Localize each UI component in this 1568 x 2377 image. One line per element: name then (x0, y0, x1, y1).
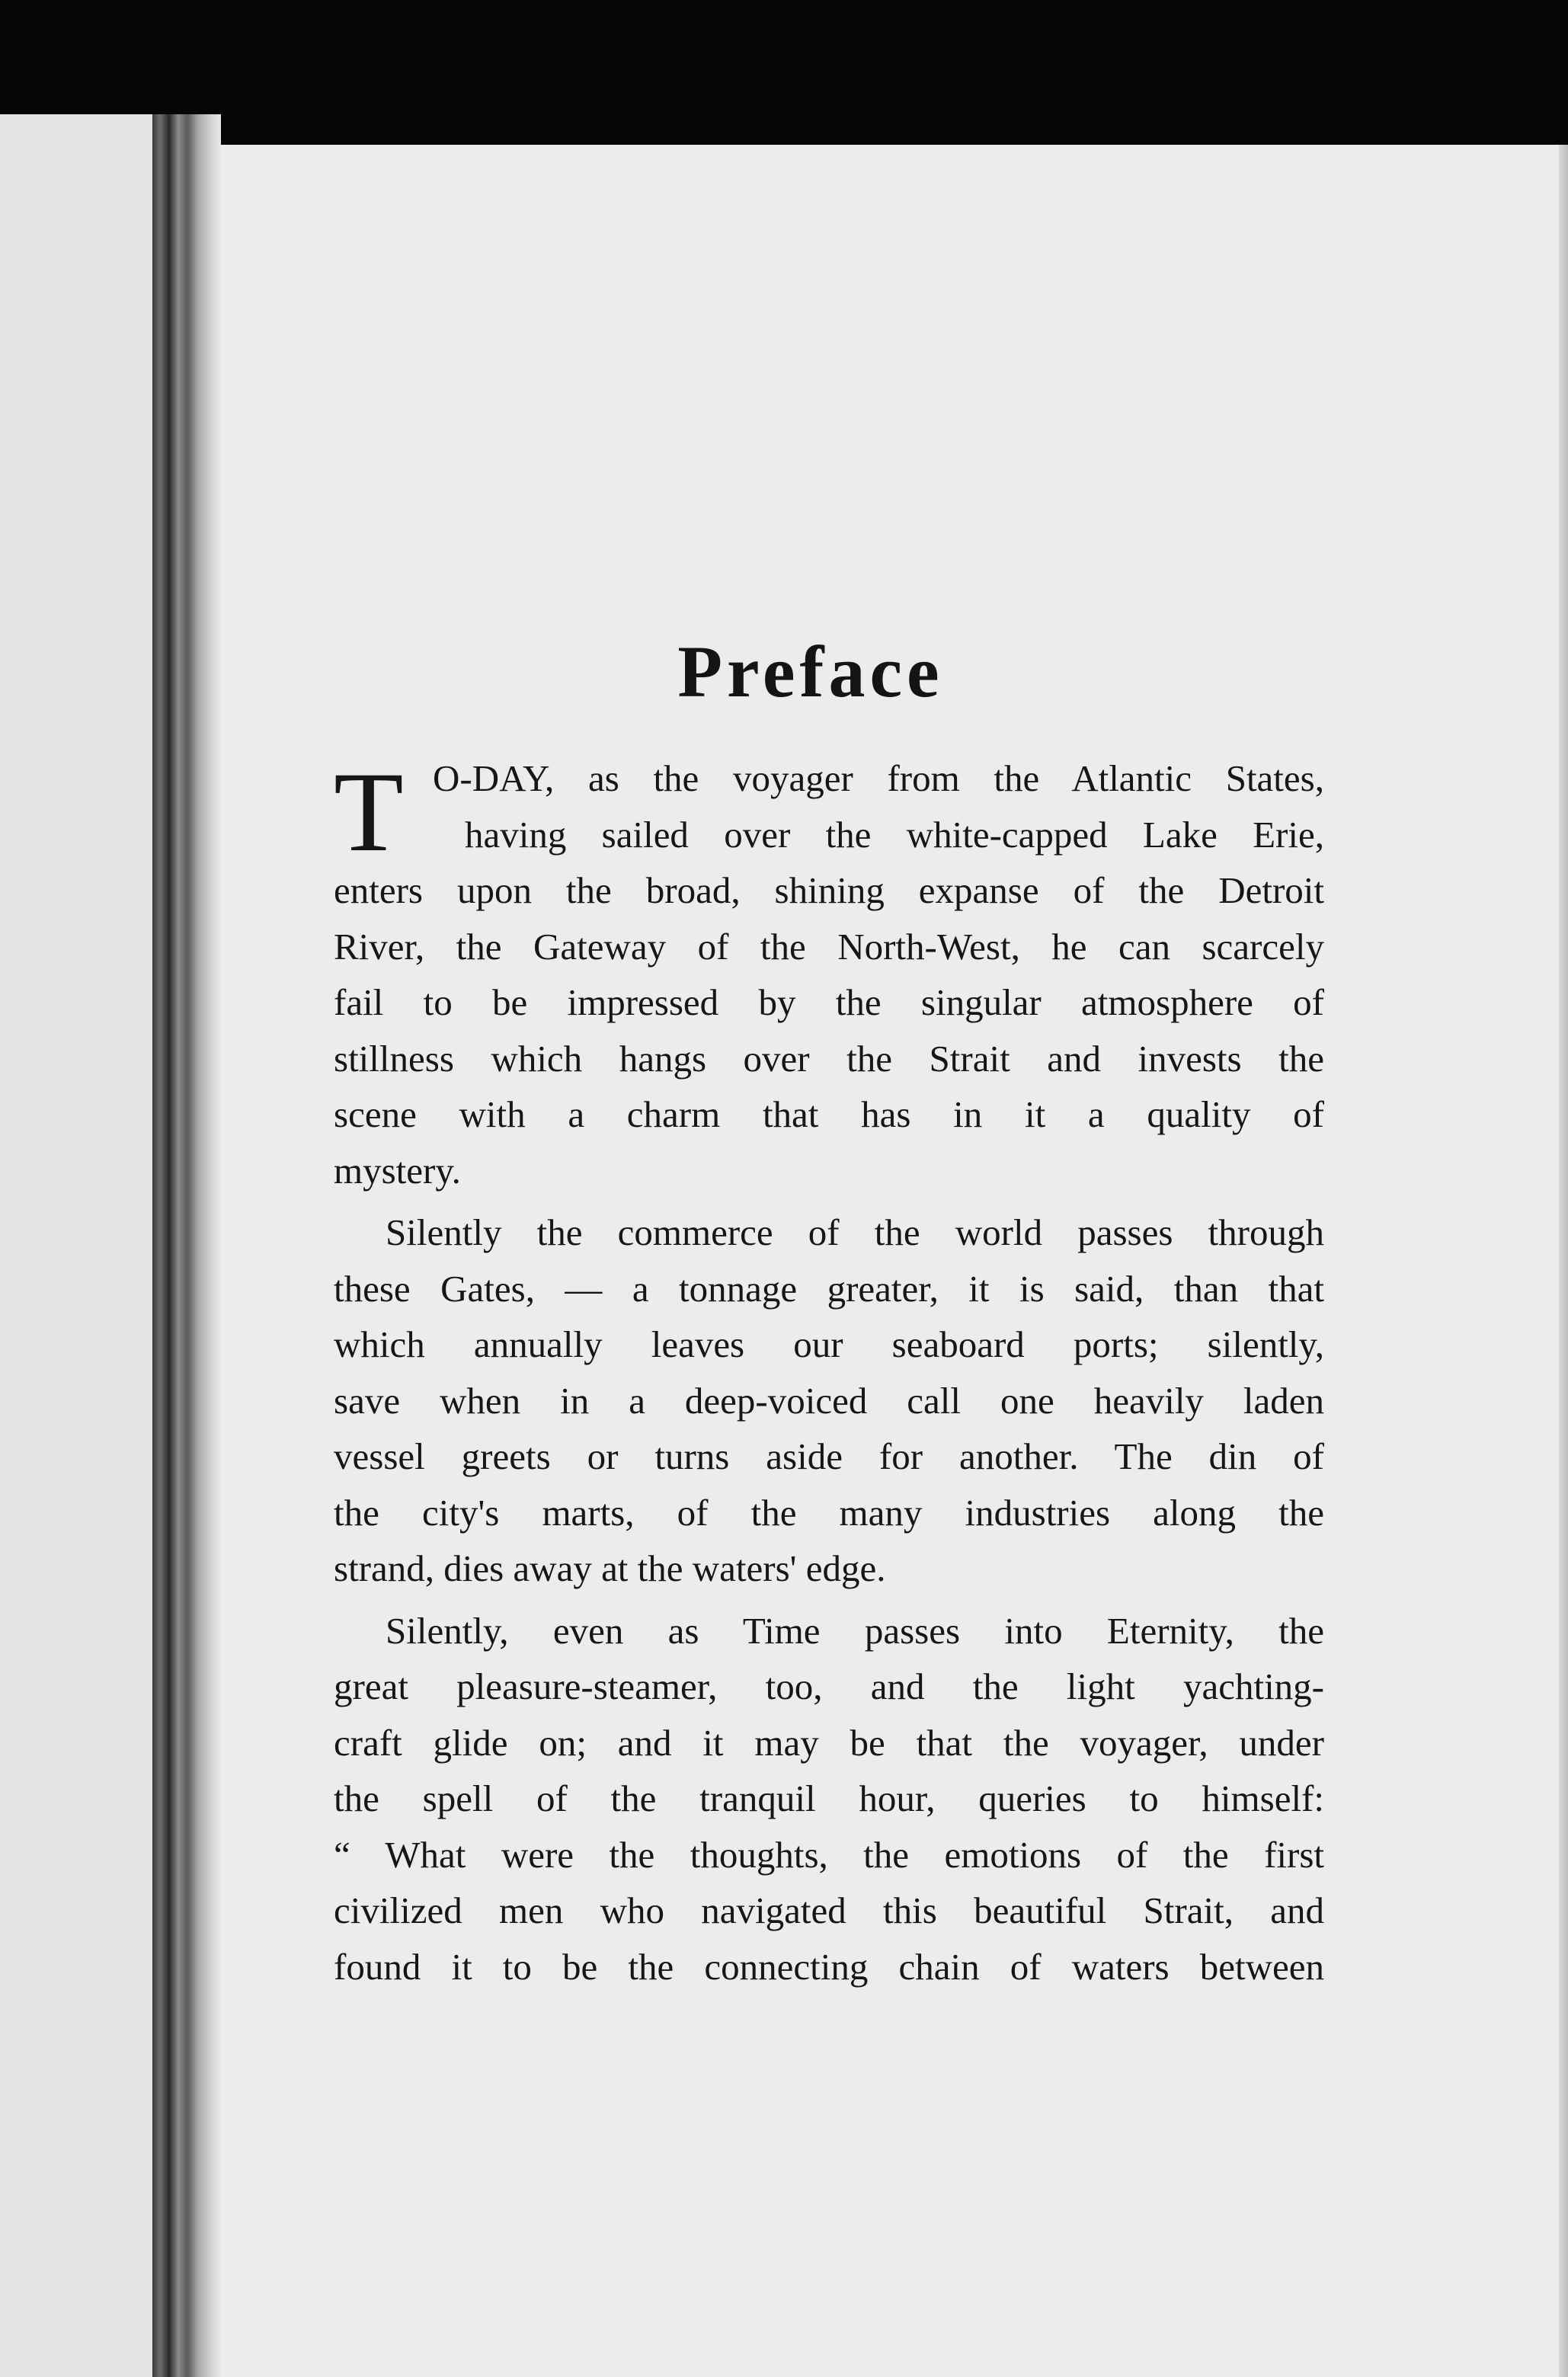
text-line: vessel greets or turns aside for another. The din of (334, 1435, 1324, 1477)
text-line: River, the Gateway of the North-West, he can scarcely (334, 925, 1324, 968)
page-title: Preface (677, 631, 944, 713)
paragraph-3 (334, 1603, 1324, 1995)
text-line: the city's marts, of the many industries along the (334, 1491, 1324, 1534)
text-line: Silently the commerce of the world passes through (386, 1211, 1324, 1253)
text-line: strand, dies away at the waters' edge. (334, 1547, 886, 1589)
text-line: fail to be impressed by the singular atmosphere of (334, 981, 1324, 1023)
text-line: which annually leaves our seaboard ports; silently, (334, 1323, 1324, 1365)
text-line: Silently, even as Time passes into Eternity, the (386, 1609, 1324, 1652)
text-line: “ What were the thoughts, the emotions of the first (334, 1833, 1324, 1876)
text-line: civilized men who navigated this beautiful Strait, and (334, 1889, 1324, 1931)
preface-body (334, 750, 1324, 1995)
text-line: the spell of the tranquil hour, queries to himself: (334, 1777, 1324, 1819)
paragraph-2 (334, 1204, 1324, 1597)
text-line: enters upon the broad, shining expanse of the Detroit (334, 869, 1324, 911)
text-line: craft glide on; and it may be that the voyager, under (334, 1721, 1324, 1764)
text-line: mystery. (334, 1149, 461, 1192)
text-line: these Gates, — a tonnage greater, it is said, than that (334, 1267, 1324, 1310)
facing-page (0, 114, 164, 2377)
text-line: having sailed over the white-capped Lake Erie, (465, 813, 1324, 856)
text-line: great pleasure-steamer, too, and the light yachting- (334, 1665, 1324, 1707)
paragraph-1 (334, 750, 1324, 1198)
text-line: stillness which hangs over the Strait and invests the (334, 1037, 1324, 1080)
text-line: save when in a deep-voiced call one heavily laden (334, 1379, 1324, 1422)
scan-border (0, 0, 1568, 152)
line-text: O-DAY, as the voyager from the Atlantic States, (433, 757, 1324, 799)
page-edge (1559, 145, 1568, 2377)
drop-cap: T (334, 749, 404, 875)
text-line: found it to be the connecting chain of waters between (334, 1945, 1324, 1988)
text-line: scene with a charm that has in it a quality of (334, 1093, 1324, 1135)
binding-gutter (152, 114, 221, 2377)
